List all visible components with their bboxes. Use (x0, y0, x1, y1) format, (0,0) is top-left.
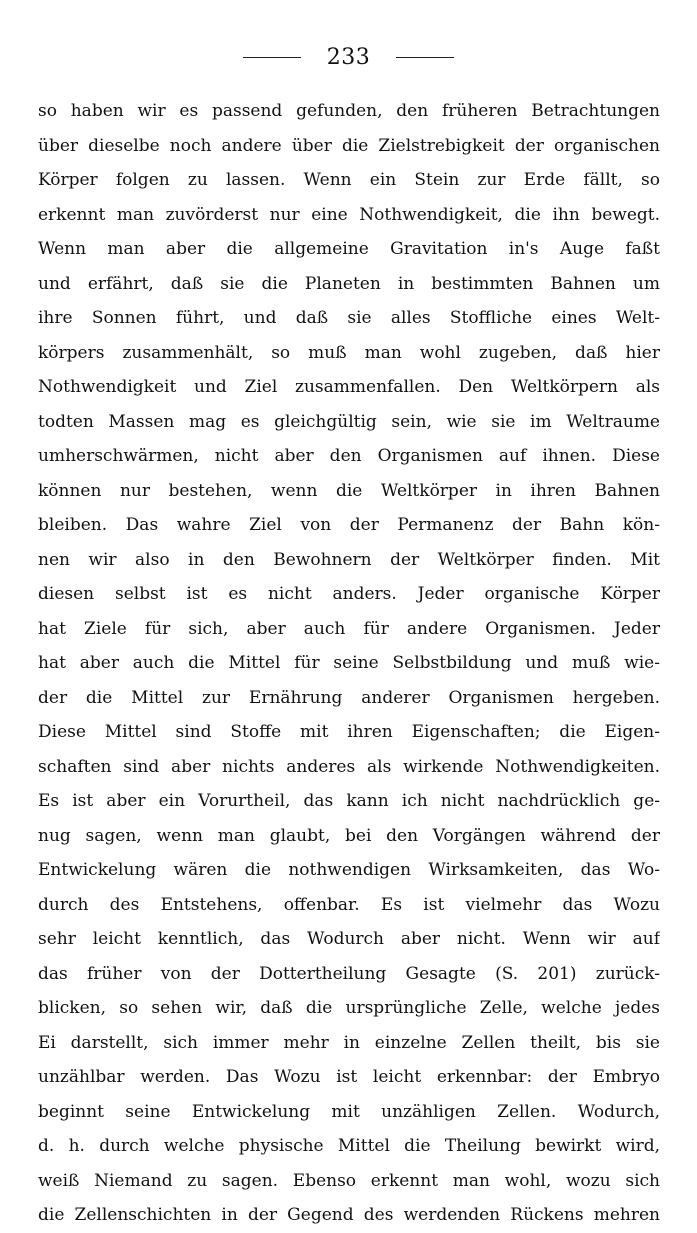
text-line: diesen selbst ist es nicht anders. Jeder organische Körper (38, 584, 660, 604)
text-line: blicken, so sehen wir, daß die ursprüngliche Zelle, welche jedes (38, 998, 660, 1018)
text-line: sehr leicht kenntlich, das Wodurch aber nicht. Wenn wir auf (38, 929, 660, 949)
text-line: beginnt seine Entwickelung mit unzähligen Zellen. Wodurch, (38, 1101, 660, 1122)
text-line: todten Massen mag es gleichgültig sein, wie sie im Weltraume (38, 411, 660, 432)
text-line: das früher von der Dottertheilung Gesagte (S. 201) zurück- (38, 963, 660, 984)
text-line: erkennt man zuvörderst nur eine Nothwendigkeit, die ihn bewegt. (38, 204, 660, 225)
text-line: so haben wir es passend gefunden, den früheren Betrachtungen (38, 101, 660, 121)
text-line: Wenn man aber die allgemeine Gravitation in's Auge faßt (38, 239, 660, 259)
text-line: hat Ziele für sich, aber auch für andere Organismen. Jeder (38, 618, 660, 639)
text-line: die Zellenschichten in der Gegend des werdenden Rückens mehren (38, 1205, 660, 1225)
text-line: unzählbar werden. Das Wozu ist leicht erkennbar: der Embryo (38, 1067, 660, 1087)
text-line: d. h. durch welche physische Mittel die Theilung bewirkt wird, (38, 1136, 660, 1156)
text-line: und erfährt, daß sie die Planeten in bestimmten Bahnen um (38, 273, 660, 294)
text-line: können nur bestehen, wenn die Weltkörper in ihren Bahnen (38, 480, 660, 501)
text-line: Ei darstellt, sich immer mehr in einzelne Zellen theilt, bis sie (38, 1032, 660, 1053)
page-number: 233 (326, 44, 371, 70)
header-rule-left (243, 57, 301, 58)
text-line: hat aber auch die Mittel für seine Selbstbildung und muß wie- (38, 653, 660, 673)
body-text (38, 94, 660, 1233)
text-line: Entwickelung wären die nothwendigen Wirksamkeiten, das Wo- (38, 860, 660, 880)
text-line: schaften sind aber nichts anderes als wirkende Nothwendigkeiten. (38, 756, 660, 777)
text-line: Nothwendigkeit und Ziel zusammenfallen. Den Weltkörpern als (38, 377, 660, 397)
text-line: durch des Entstehens, offenbar. Es ist vielmehr das Wozu (38, 894, 660, 915)
text-line: Es ist aber ein Vorurtheil, das kann ich nicht nachdrücklich ge- (38, 791, 660, 811)
text-line: Körper folgen zu lassen. Wenn ein Stein zur Erde fällt, so (38, 170, 660, 190)
text-line: ihre Sonnen führt, und daß sie alles Stoffliche eines Welt- (38, 308, 660, 328)
header-rule-right (396, 57, 454, 58)
text-line: weiß Niemand zu sagen. Ebenso erkennt man wohl, wozu sich (38, 1170, 660, 1191)
text-line: Diese Mittel sind Stoffe mit ihren Eigenschaften; die Eigen- (38, 722, 660, 742)
text-line: nen wir also in den Bewohnern der Weltkörper finden. Mit (38, 549, 660, 570)
text-line: nug sagen, wenn man glaubt, bei den Vorgängen während der (38, 825, 660, 846)
page-header (0, 40, 697, 74)
text-line: der die Mittel zur Ernährung anderer Organismen hergeben. (38, 687, 660, 708)
text-line: bleiben. Das wahre Ziel von der Permanenz der Bahn kön- (38, 515, 660, 535)
text-line: körpers zusammenhält, so muß man wohl zugeben, daß hier (38, 342, 660, 363)
text-line: über dieselbe noch andere über die Zielstrebigkeit der organischen (38, 135, 660, 156)
text-line: umherschwärmen, nicht aber den Organismen auf ihnen. Diese (38, 446, 660, 466)
